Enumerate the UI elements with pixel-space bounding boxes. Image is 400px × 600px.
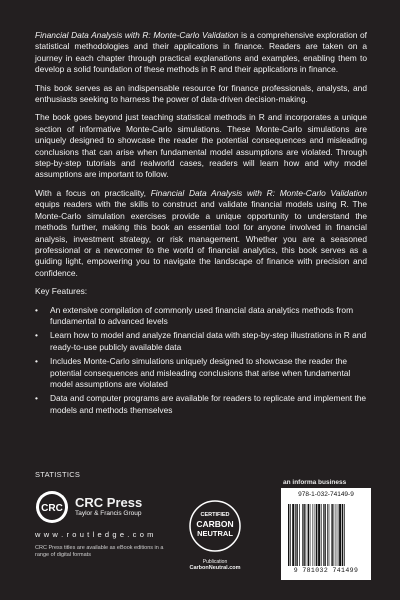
publisher-group: Taylor & Francis Group	[75, 510, 142, 517]
barcode-bar	[299, 504, 300, 566]
blurb-text: is a comprehensive exploration of statistical methodologies and their applications in finance. Readers are taken on a journey in each chapter through practical explanations and examples, enabling them to develop a solid foundation of these methods in R and their applications in finance.	[35, 30, 367, 75]
barcode-bar	[310, 504, 311, 566]
barcode-icon	[288, 504, 364, 566]
carbon-neutral-block	[180, 500, 250, 571]
blurb-paragraph-3: The book goes beyond just teaching statistical methods in R and incorporates a unique section of informative Monte-Carlo simulations. These Monte-Carlo simulations are uniquely designed to showcase the reader the potential consequences and misleading conclusions that can arise when fundamental model assumptions are violated. Through step-by-step tutorials and realworld cases, readers will learn how and why model assumptions are important to follow.	[35, 112, 367, 180]
carbon-certified-text: CERTIFIED	[200, 512, 230, 518]
bullet-icon: •	[35, 330, 38, 341]
barcode-bar	[329, 504, 330, 566]
barcode-bar	[331, 504, 332, 566]
barcode-bar	[327, 504, 328, 566]
bullet-icon: •	[35, 304, 38, 315]
barcode-bar	[292, 504, 294, 566]
barcode-bar	[302, 504, 303, 566]
neutral-word-text: NEUTRAL	[197, 529, 233, 538]
bullet-icon: •	[35, 356, 38, 367]
back-cover-blurb	[35, 30, 367, 419]
barcode-bar	[303, 504, 304, 566]
list-item	[35, 356, 367, 390]
bullet-icon: •	[35, 393, 38, 404]
barcode-bar	[344, 504, 345, 566]
barcode-bar	[308, 504, 309, 566]
barcode-bar	[290, 504, 291, 566]
barcode-bar	[339, 504, 341, 566]
blurb-text: With a focus on practicality,	[35, 187, 151, 198]
barcode-bar	[334, 504, 335, 566]
carbon-word-text: CARBON	[196, 519, 234, 529]
publisher-name-block	[75, 496, 142, 518]
book-title-italic: Financial Data Analysis with R: Monte-Carlo Validation	[35, 30, 239, 40]
barcode-bar	[295, 504, 296, 566]
isbn-barcode-digits: 9 781032 741499	[293, 567, 359, 574]
barcode-bar	[342, 504, 343, 566]
blurb-paragraph-2: This book serves as an indispensable resource for finance professionals, analysts, and enthusiasts seeking to harness the power of data-driven decision-making.	[35, 82, 367, 105]
crc-press-logo-icon	[35, 490, 69, 524]
key-features-heading: Key Features:	[35, 286, 88, 297]
blurb-paragraph-1	[35, 30, 367, 76]
list-item	[35, 305, 367, 328]
publisher-block	[35, 490, 165, 559]
publisher-url: w w w . r o u t l e d g e . c o m	[35, 530, 154, 539]
barcode-bar	[288, 504, 289, 566]
barcode-bar	[316, 504, 317, 566]
barcode-bar	[318, 504, 320, 566]
isbn-barcode-box	[281, 488, 371, 580]
barcode-bar	[313, 504, 314, 566]
barcode-bar	[336, 504, 337, 566]
list-item	[35, 393, 367, 416]
barcode-bar	[315, 504, 316, 566]
barcode-bar	[323, 504, 324, 566]
book-title-italic: Financial Data Analysis with R: Monte-Carlo Validation	[150, 187, 367, 198]
feature-text: Includes Monte-Carlo simulations uniquely designed to showcase the reader the potential consequences and misleading conclusions that arise when fundamental model assumptions are violated	[50, 356, 351, 389]
crc-logo-text: CRC	[41, 503, 63, 514]
feature-text: Learn how to model and analyze financial data with step-by-step illustrations in R and ready-to-use publicly available data	[50, 330, 367, 352]
list-item	[35, 330, 367, 353]
carbon-publication-label: Publication	[202, 559, 228, 565]
blurb-paragraph-4	[35, 188, 367, 279]
carbon-neutral-badge-icon	[189, 500, 241, 552]
barcode-bar	[324, 504, 325, 566]
ebook-note: CRC Press titles are available as eBook editions in a range of digital formats	[35, 545, 164, 558]
barcode-bar	[338, 504, 339, 566]
isbn-number: 978-1-032-74149-9	[298, 491, 354, 498]
key-features-list	[35, 305, 367, 417]
carbon-neutral-url: CarbonNeutral.com	[189, 565, 241, 571]
barcode-bar	[321, 504, 322, 566]
feature-text: An extensive compilation of commonly used financial data analytics methods from fundamental to advanced levels	[50, 304, 354, 326]
blurb-text: equips readers with the skills to construct and validate financial models using R. The Monte-Carlo simulation exercises provide a unique opportunity to understand the methods further, making this book an essential tool for anyone involved in financial analysis, investment strategy, or risk management. Whether you are a seasoned professional or a newcomer to the world of financial analytics, this book serves as a guiding light, empowering you to navigate the landscape of finance with precision and confidence.	[35, 199, 367, 278]
subject-category: STATISTICS	[35, 470, 81, 479]
publisher-name: CRC Press	[75, 495, 143, 510]
publisher-logo-row	[35, 490, 165, 524]
informa-tagline: an informa business	[283, 479, 347, 486]
barcode-bar	[306, 504, 307, 566]
barcode-bar	[296, 504, 297, 566]
feature-text: Data and computer programs are available for readers to replicate and implement the models and methods themselves	[50, 393, 367, 415]
